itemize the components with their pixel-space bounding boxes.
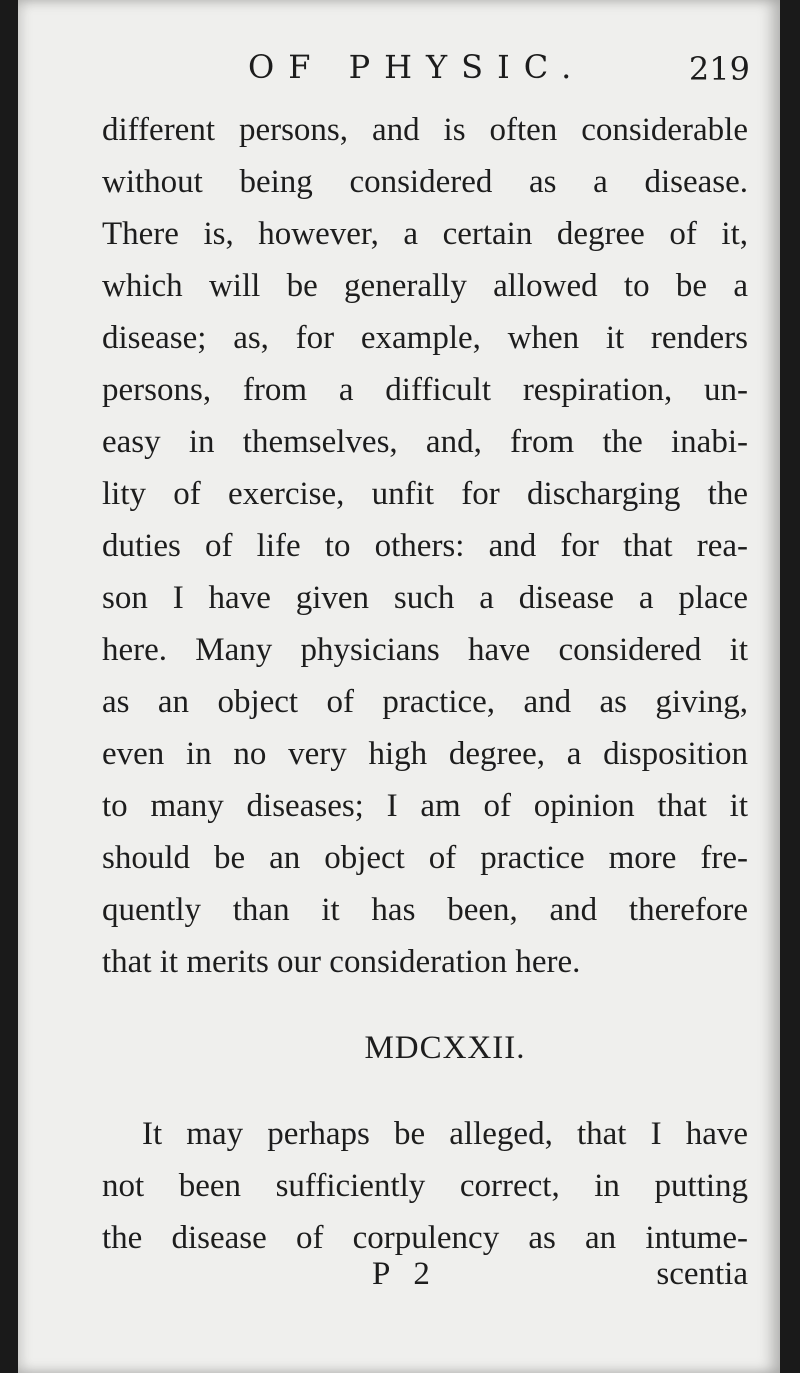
text-line: as an object of practice, and as giving, — [102, 684, 748, 720]
text-line: persons, from a difficult respiration, un- — [102, 372, 748, 408]
text-line: not been sufficiently correct, in putting — [102, 1168, 748, 1204]
text-line: It may perhaps be alleged, that I have — [142, 1116, 748, 1152]
text-line: son I have given such a disease a place — [102, 580, 748, 616]
text-line: lity of exercise, unfit for discharging the — [102, 476, 748, 512]
text-line: which will be generally allowed to be a — [102, 268, 748, 304]
text-line: should be an object of practice more fre- — [102, 840, 748, 876]
text-line: different persons, and is often considerable — [102, 112, 748, 148]
page-footer — [102, 1248, 748, 1300]
text-line: easy in themselves, and, from the inabi- — [102, 424, 748, 460]
text-line: quently than it has been, and therefore — [102, 892, 748, 928]
running-title: OF PHYSIC. — [248, 48, 586, 86]
section-heading: MDCXXII. — [364, 1030, 526, 1066]
text-line: disease; as, for example, when it renders — [102, 320, 748, 356]
catchword: scentia — [656, 1256, 748, 1292]
book-page — [18, 0, 780, 1373]
text-line: There is, however, a certain degree of it, — [102, 216, 748, 252]
text-line: duties of life to others: and for that rea- — [102, 528, 748, 564]
text-line: here. Many physicians have considered it — [102, 632, 748, 668]
text-line: without being considered as a disease. — [102, 164, 748, 200]
page-number: 219 — [688, 50, 750, 88]
text-line: even in no very high degree, a disposition — [102, 736, 748, 772]
page-header — [18, 42, 780, 92]
text-line: the disease of corpulency as an intume- — [102, 1220, 748, 1256]
signature-mark: P 2 — [372, 1256, 438, 1292]
text-line: to many diseases; I am of opinion that it — [102, 788, 748, 824]
body-text — [102, 104, 748, 1264]
text-line: that it merits our consideration here. — [102, 944, 581, 980]
